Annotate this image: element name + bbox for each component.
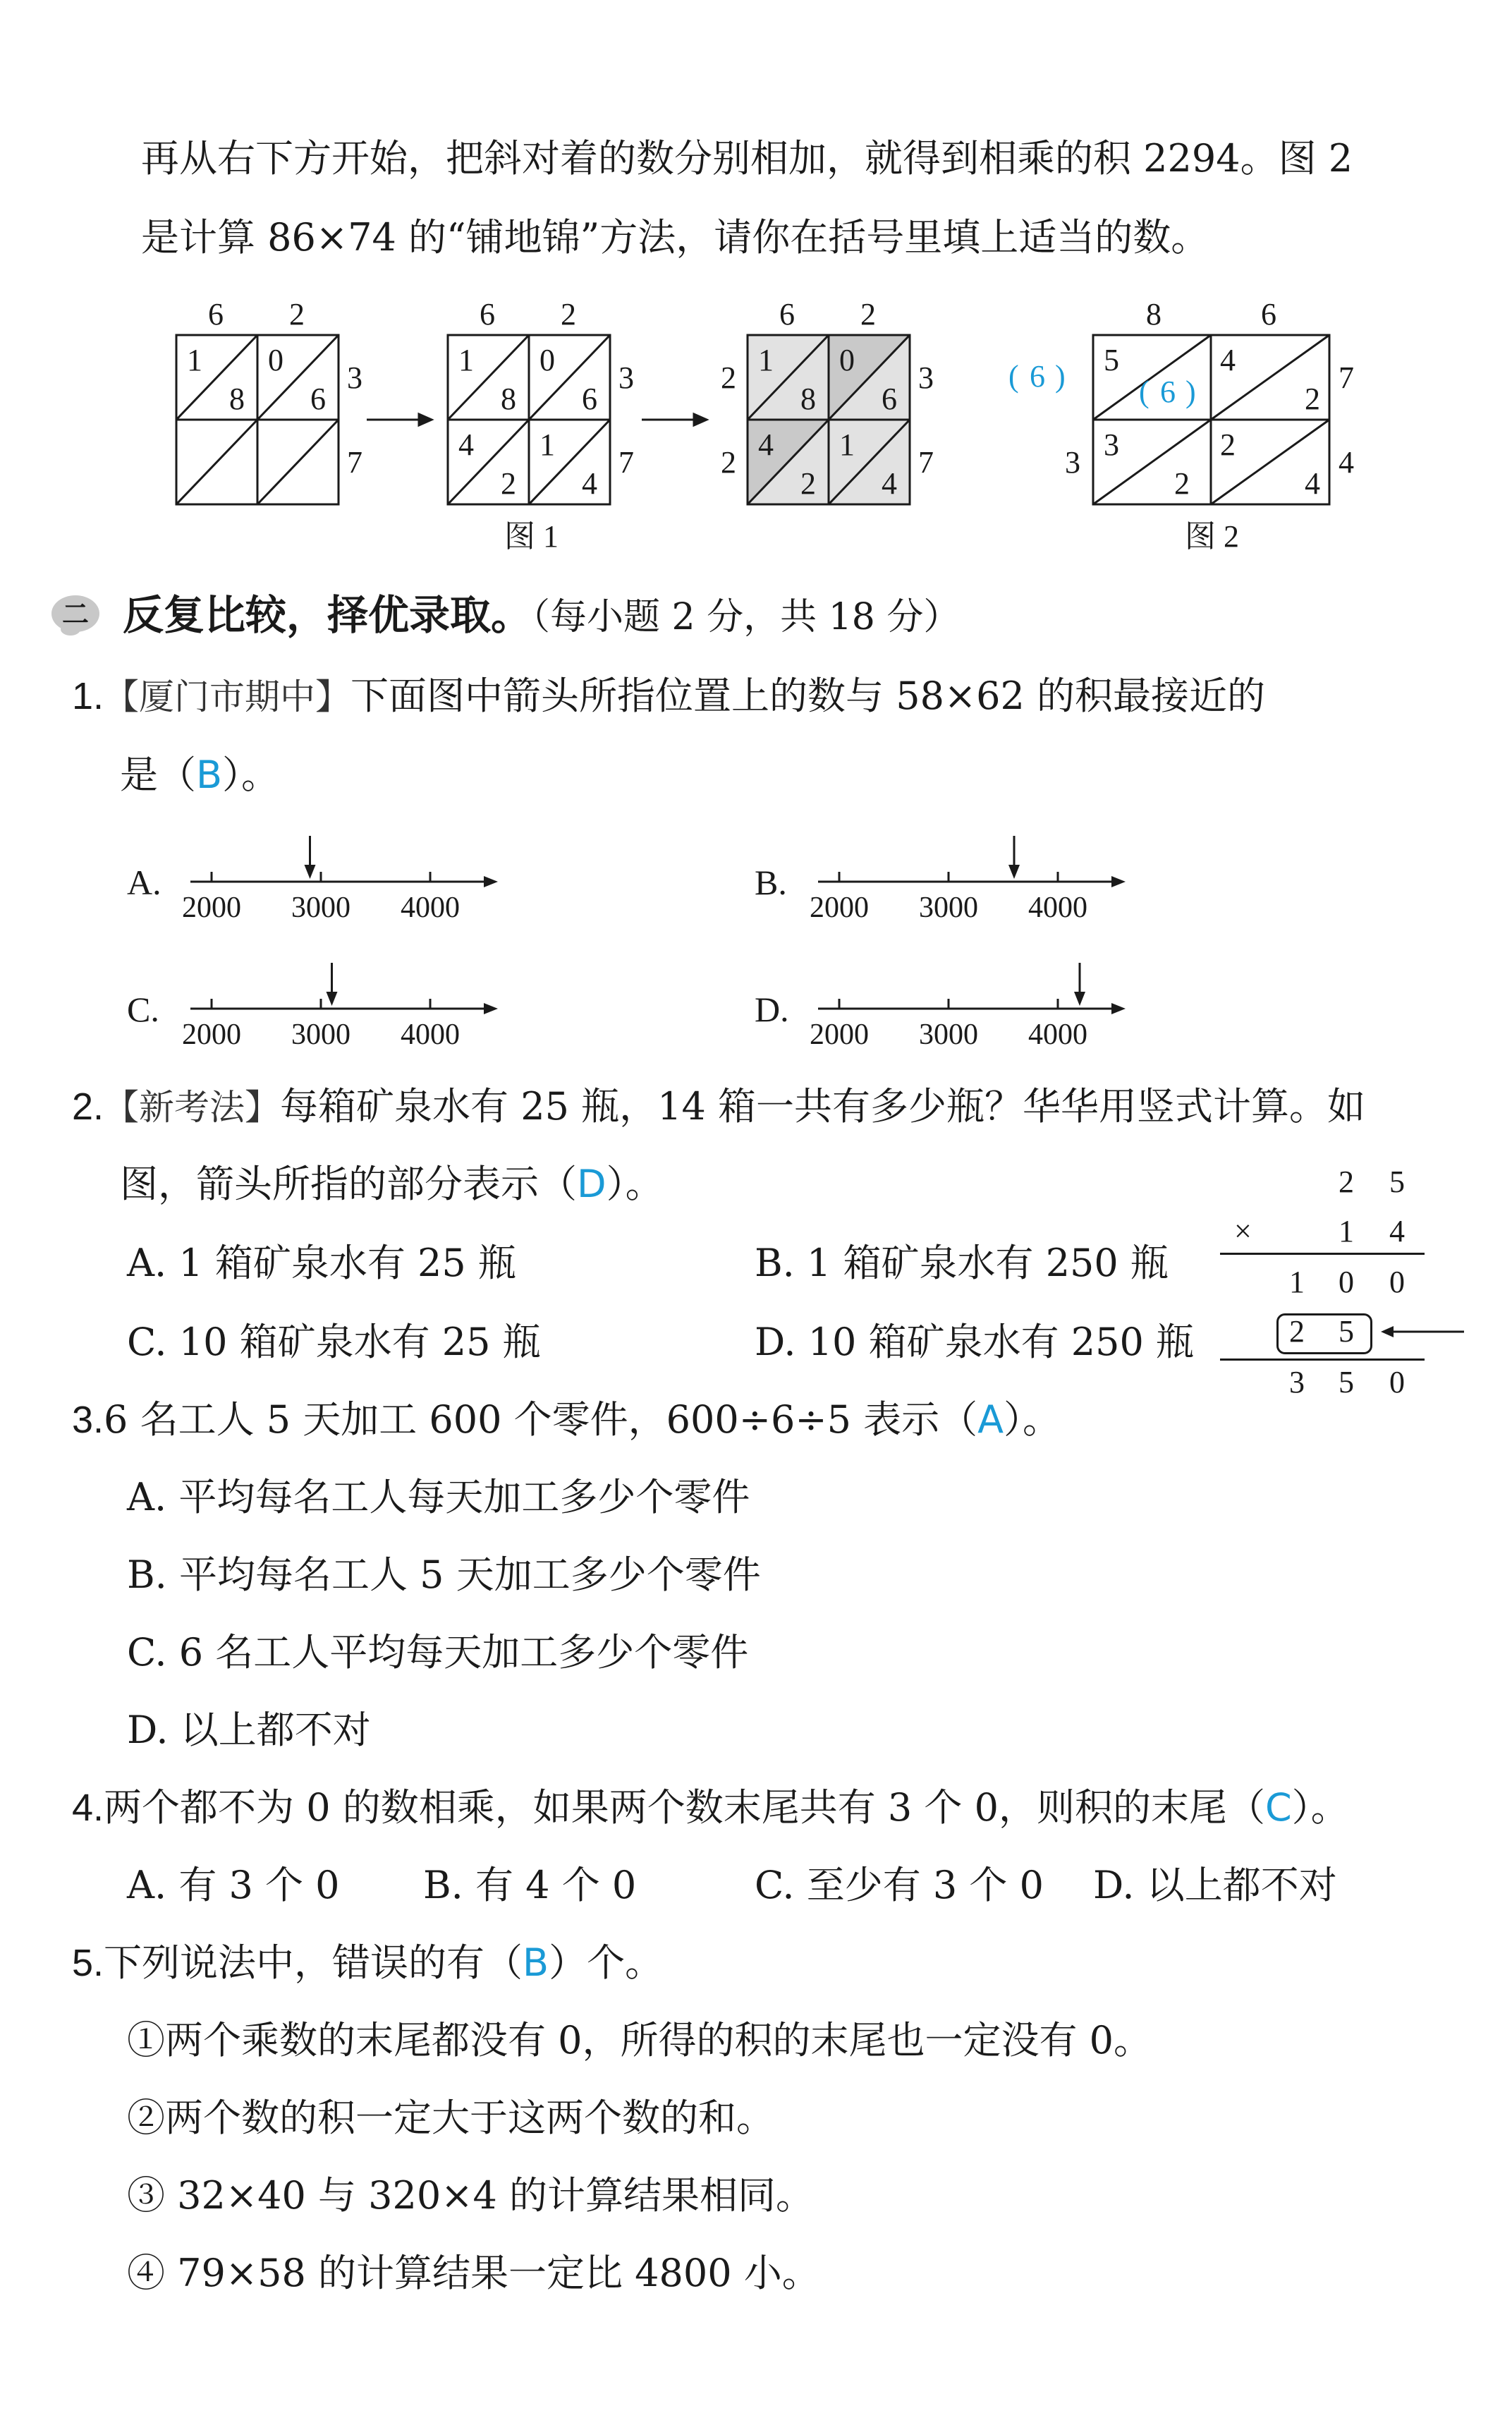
q1-option-c xyxy=(127,956,522,1062)
section-score: （每小题 2 分，共 18 分） xyxy=(532,596,961,638)
q1-answer: B xyxy=(196,753,223,797)
fig1-top-digit: 2 xyxy=(561,297,576,332)
fig1-right-digit: 7 xyxy=(618,445,634,480)
fig1-cell: 8 xyxy=(229,382,245,416)
axis-arrowhead-icon xyxy=(484,876,498,887)
tick-label: 4000 xyxy=(401,1019,460,1051)
fig1-cell: 4 xyxy=(882,466,897,501)
axis-arrowhead-icon xyxy=(484,1003,498,1014)
figure-1 xyxy=(162,296,959,564)
q1-text: 下面图中箭头所指位置上的数与 58×62 的积最接近的 xyxy=(350,674,1266,718)
q4-option-a: A. 有 3 个 0 xyxy=(127,1863,340,1907)
option-label: D. xyxy=(755,990,789,1029)
q1-line-2: 是（B）。 xyxy=(120,753,280,797)
q3-answer: A xyxy=(977,1397,1004,1442)
q3-option-a: A. 平均每名工人每天加工多少个零件 xyxy=(127,1475,750,1519)
fig1-right-digit: 7 xyxy=(918,445,934,480)
q1-line-1 xyxy=(72,673,1265,720)
q2-option-a: A. 1 箱矿泉水有 25 瓶 xyxy=(127,1241,516,1285)
q2-option-c: C. 10 箱矿泉水有 25 瓶 xyxy=(127,1320,541,1364)
svg-text:(: ( xyxy=(1008,359,1019,394)
option-label: B. xyxy=(755,863,787,902)
tick-label: 2000 xyxy=(810,1019,869,1051)
tick-label: 3000 xyxy=(291,892,350,924)
pointer-arrow-icon xyxy=(1008,836,1020,879)
fig2-answer-inner: 6 xyxy=(1160,375,1176,409)
intro-line-1: 再从右下方开始，把斜对着的数分别相加，就得到相乘的积 2294。图 2 xyxy=(141,136,1353,181)
figure-1-caption: 图 1 xyxy=(504,519,559,554)
fig1-cell: 4 xyxy=(758,427,774,462)
fig1-right-digit: 7 xyxy=(347,445,362,480)
fig2-cell: 4 xyxy=(1220,343,1236,377)
fig1-left-digit: 2 xyxy=(721,445,736,480)
section-title: 反复比较，择优录取。 xyxy=(123,591,532,639)
q5-statement-4: ④ 79×58 的计算结果一定比 4800 小。 xyxy=(127,2251,820,2295)
fig1-top-digit: 6 xyxy=(480,297,495,332)
fig1-cell: 1 xyxy=(839,427,855,462)
q5-answer: B xyxy=(523,1940,549,1985)
fig1-cell: 2 xyxy=(501,466,516,501)
q5-line-1: 5.下列说法中，错误的有（B）个。 xyxy=(72,1940,664,1985)
pointer-arrow-icon xyxy=(327,963,338,1006)
fig2-cell: 2 xyxy=(1305,382,1320,416)
fig1-cell: 4 xyxy=(582,466,597,501)
fig1-right-digit: 3 xyxy=(347,360,362,395)
q4-option-d: D. 以上都不对 xyxy=(1093,1863,1337,1907)
intro-line-2: 是计算 86×74 的“铺地锦”方法，请你在括号里填上适当的数。 xyxy=(141,215,1209,260)
tick-label: 4000 xyxy=(1028,1019,1087,1051)
fig1-top-digit: 2 xyxy=(860,297,876,332)
fig1-cell: 0 xyxy=(539,343,555,377)
q2-tag: 【新考法】 xyxy=(104,1087,281,1128)
q1-number: 1. xyxy=(72,675,104,717)
fig2-top-digit: 8 xyxy=(1146,297,1162,332)
fig2-answer-outer: 6 xyxy=(1030,359,1045,394)
q2-line-1 xyxy=(72,1083,1365,1131)
fig1-top-digit: 6 xyxy=(779,297,795,332)
q1-option-d xyxy=(755,956,1150,1062)
q4-number: 4. xyxy=(72,1787,104,1829)
fig1-cell: 2 xyxy=(800,466,816,501)
q2-answer: D xyxy=(577,1162,606,1206)
tick-label: 4000 xyxy=(401,892,460,924)
q2-line-2: 图，箭头所指的部分表示（D）。 xyxy=(120,1162,664,1206)
pointer-arrow-icon xyxy=(305,836,316,879)
q2-option-b: B. 1 箱矿泉水有 250 瓶 xyxy=(755,1241,1169,1285)
option-label: C. xyxy=(127,990,159,1029)
q3-number: 3. xyxy=(72,1399,104,1441)
fig2-right-digit: 7 xyxy=(1339,360,1354,395)
pointer-arrow-icon xyxy=(1074,963,1085,1006)
q4-answer: C xyxy=(1264,1785,1292,1830)
section-badge-icon xyxy=(49,592,102,638)
svg-text:二: 二 xyxy=(61,599,90,630)
fig1-cell: 4 xyxy=(458,427,474,462)
q1-tag: 【厦门市期中】 xyxy=(104,676,351,717)
tick-label: 2000 xyxy=(810,892,869,924)
svg-text:(: ( xyxy=(1139,375,1150,409)
fig1-cell: 0 xyxy=(839,343,855,377)
fig1-cell: 8 xyxy=(501,382,516,416)
tick-label: 3000 xyxy=(291,1019,350,1051)
q4-option-b: B. 有 4 个 0 xyxy=(423,1863,637,1907)
q2-text: 每箱矿泉水有 25 瓶，14 箱一共有多少瓶？华华用竖式计算。如 xyxy=(280,1084,1365,1129)
fig1-top-digit: 2 xyxy=(289,297,305,332)
q2-number: 2. xyxy=(72,1086,104,1128)
q5-statement-3: ③ 32×40 与 320×4 的计算结果相同。 xyxy=(127,2173,815,2218)
fig1-cell: 6 xyxy=(310,382,326,416)
q2-option-d: D. 10 箱矿泉水有 250 瓶 xyxy=(755,1320,1194,1364)
fig1-cell: 0 xyxy=(268,343,284,377)
fig2-right-digit: 4 xyxy=(1339,445,1354,480)
q3-line-1: 3.6 名工人 5 天加工 600 个零件，600÷6÷5 表示（A）。 xyxy=(72,1397,1061,1442)
q4-option-c: C. 至少有 3 个 0 xyxy=(755,1863,1044,1907)
q5-number: 5. xyxy=(72,1942,104,1984)
fig1-cell: 6 xyxy=(882,382,897,416)
fig2-cell: 5 xyxy=(1104,343,1119,377)
fig1-cell: 1 xyxy=(758,343,774,377)
fig1-cell: 1 xyxy=(539,427,555,462)
fig1-right-digit: 3 xyxy=(618,360,634,395)
fig1-cell: 6 xyxy=(582,382,597,416)
fig2-left-digit: 3 xyxy=(1065,445,1080,480)
fig2-top-digit: 6 xyxy=(1261,297,1276,332)
svg-text:): ) xyxy=(1185,375,1196,409)
fig1-cell: 1 xyxy=(187,343,202,377)
axis-arrowhead-icon xyxy=(1111,1003,1126,1014)
option-label: A. xyxy=(127,863,161,902)
tick-label: 3000 xyxy=(919,1019,978,1051)
tick-label: 4000 xyxy=(1028,892,1087,924)
fig1-cell: 8 xyxy=(800,382,816,416)
q5-statement-1: ①两个乘数的末尾都没有 0，所得的积的末尾也一定没有 0。 xyxy=(127,2018,1152,2062)
tick-label: 2000 xyxy=(182,1019,241,1051)
tick-label: 3000 xyxy=(919,892,978,924)
q4-line-1: 4.两个都不为 0 的数相乘，如果两个数末尾共有 3 个 0，则积的末尾（C）。 xyxy=(72,1785,1349,1830)
vertical-multiplication: 2 5 × 1 4 1 0 0 2 5 3 5 0 xyxy=(1213,1157,1467,1411)
fig1-top-digit: 6 xyxy=(208,297,224,332)
q3-option-b: B. 平均每名工人 5 天加工多少个零件 xyxy=(127,1552,761,1597)
fig1-right-digit: 3 xyxy=(918,360,934,395)
q3-option-c: C. 6 名工人平均每天加工多少个零件 xyxy=(127,1630,749,1675)
fig1-left-digit: 2 xyxy=(721,360,736,395)
fig1-cell: 1 xyxy=(458,343,474,377)
fig2-cell: 4 xyxy=(1305,466,1320,501)
q1-option-a xyxy=(127,829,522,935)
figure-2 xyxy=(1008,296,1403,564)
tick-label: 2000 xyxy=(182,892,241,924)
fig2-cell: 2 xyxy=(1220,427,1236,462)
axis-arrowhead-icon xyxy=(1111,876,1126,887)
q3-option-d: D. 以上都不对 xyxy=(127,1708,371,1752)
pointer-arrow-icon xyxy=(1379,1316,1467,1347)
fig2-cell: 3 xyxy=(1104,427,1119,462)
q1-option-b xyxy=(755,829,1150,935)
q5-statement-2: ②两个数的积一定大于这两个数的和。 xyxy=(127,2096,774,2140)
fig2-cell: 2 xyxy=(1174,466,1190,501)
svg-text:): ) xyxy=(1055,359,1066,394)
figure-2-caption: 图 2 xyxy=(1185,519,1239,554)
